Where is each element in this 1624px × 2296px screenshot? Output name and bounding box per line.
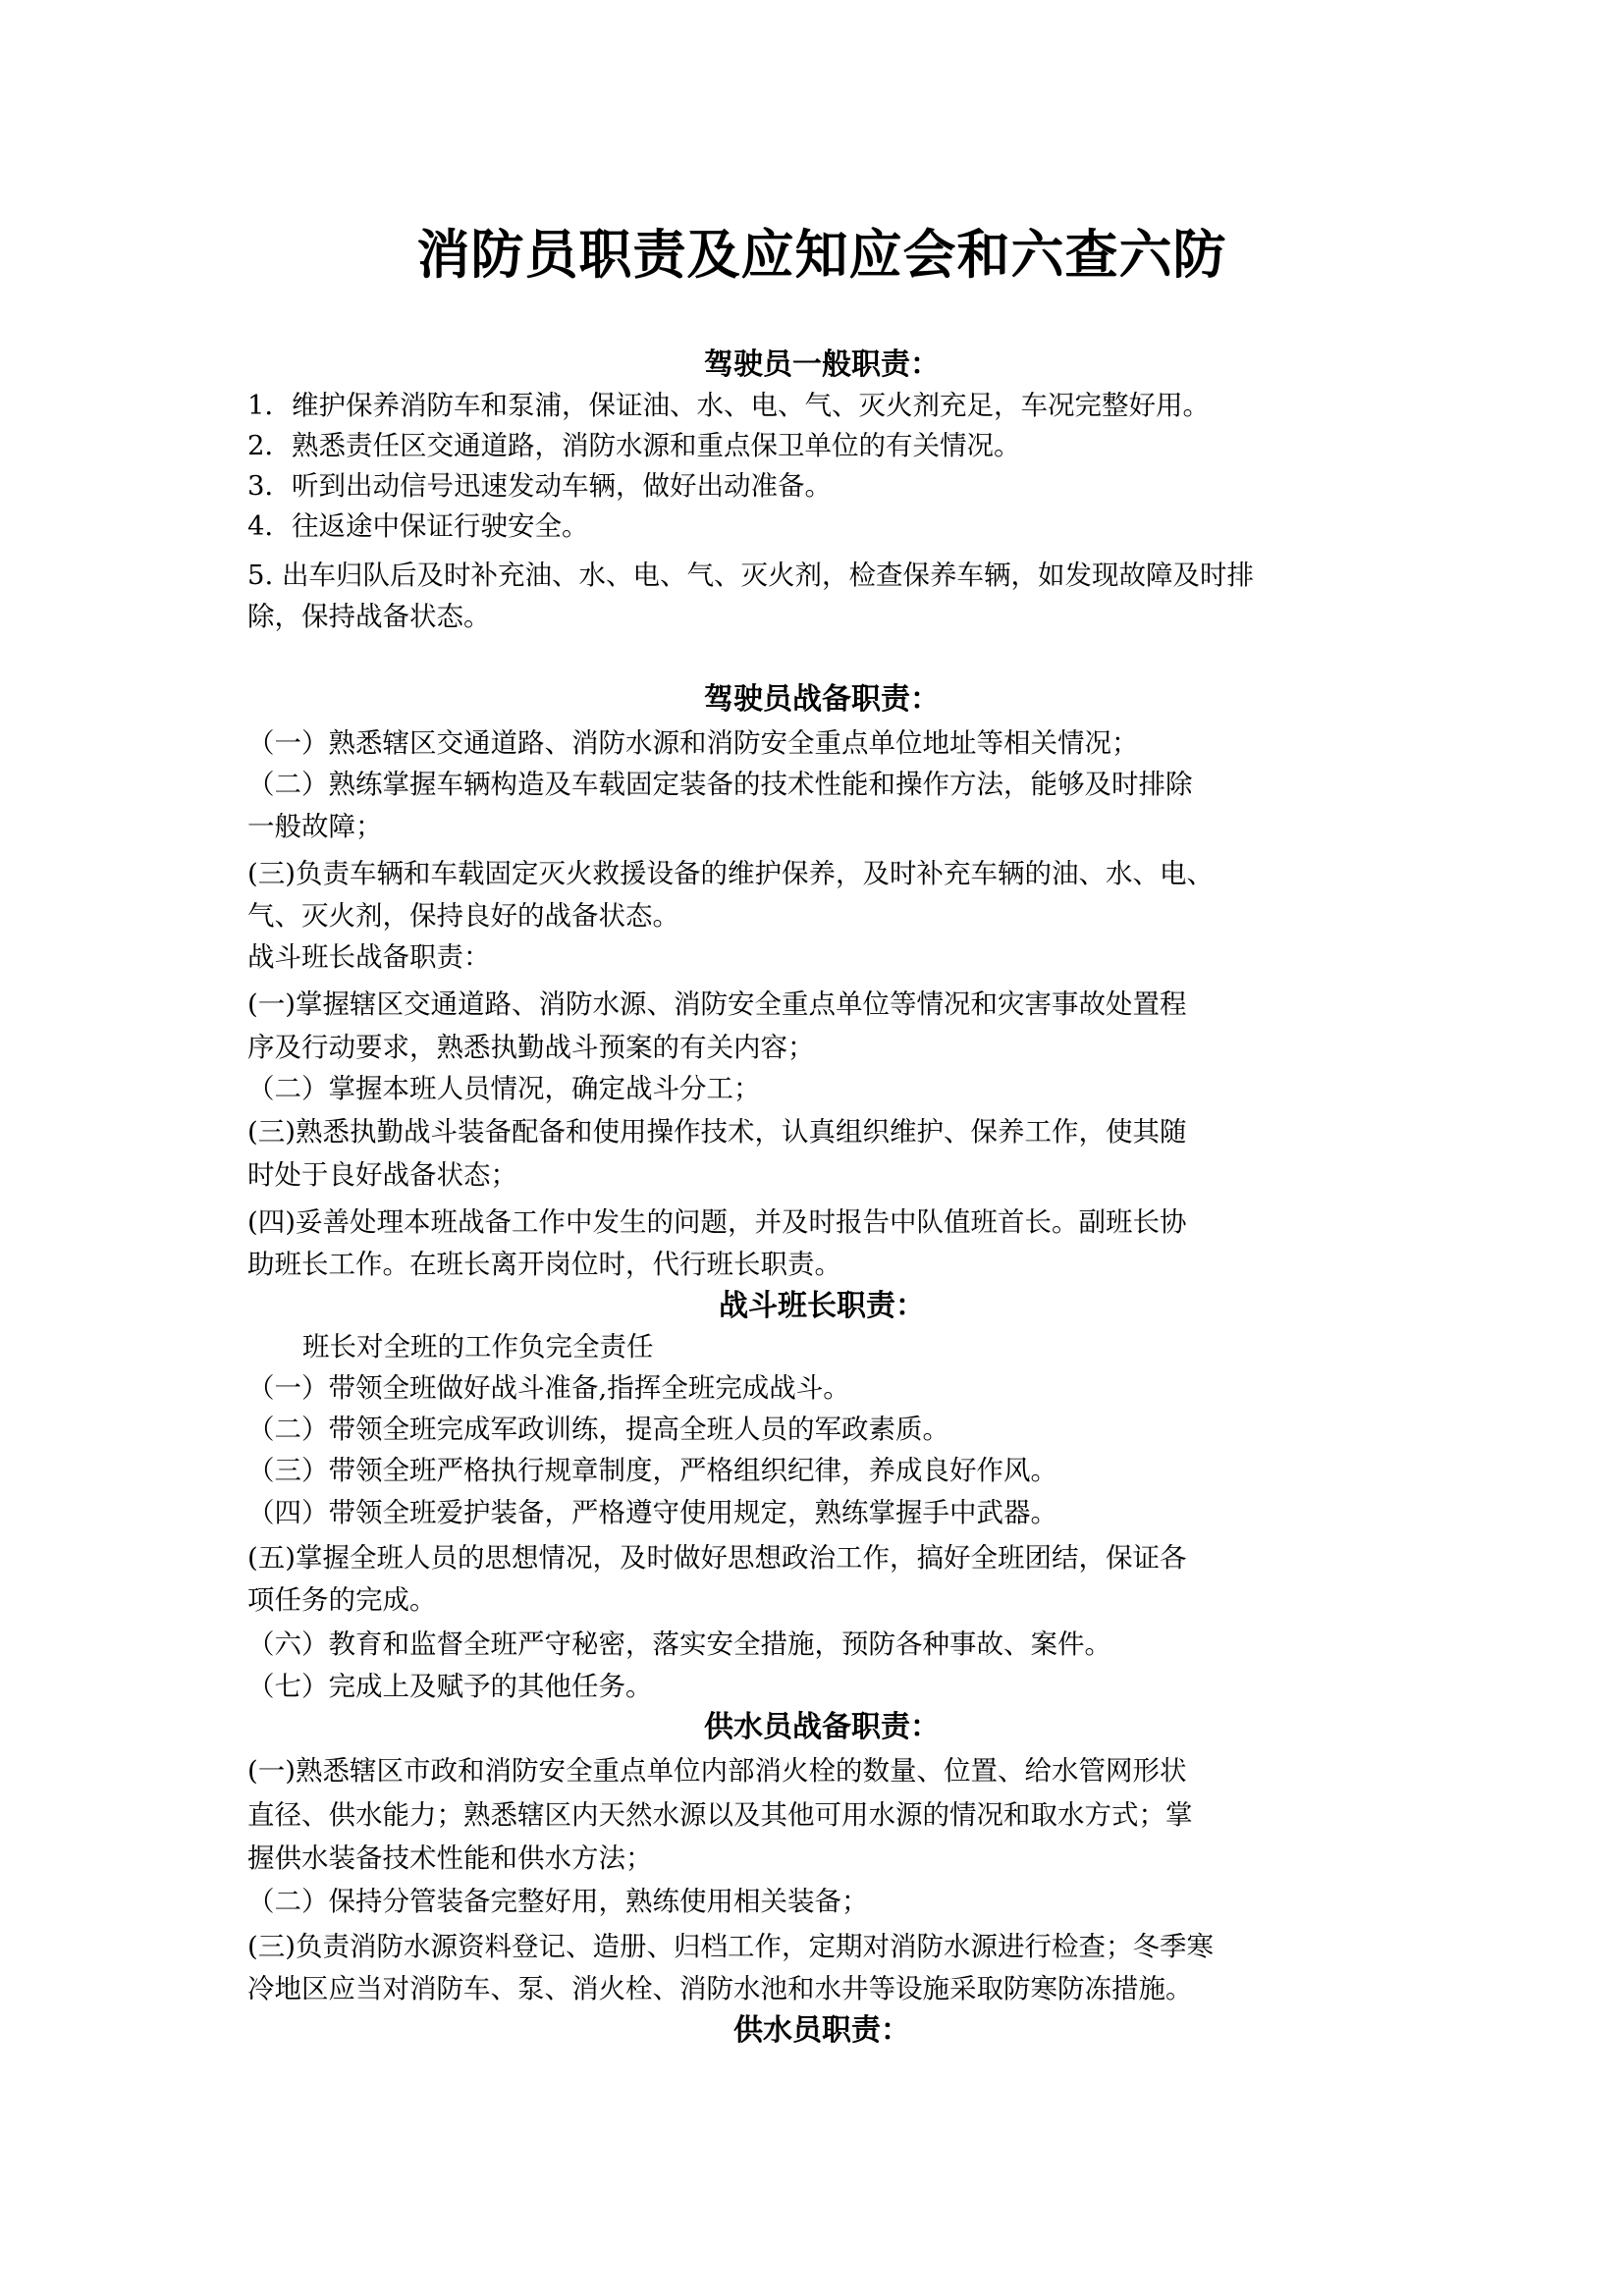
- paragraph-line: 除，保持战备状态。: [247, 601, 491, 632]
- section-heading-squad-leader: 战斗班长职责：: [719, 1289, 925, 1323]
- paragraph-line: (三)负责车辆和车载固定灭火救援设备的维护保养，及时补充车辆的油、水、电、: [247, 858, 1214, 889]
- paragraph-line: 1．维护保养消防车和泵浦，保证油、水、电、气、灭火剂充足，车况完整好用。: [247, 390, 1210, 421]
- paragraph-line: （二）带领全班完成军政训练，提高全班人员的军政素质。: [247, 1414, 949, 1445]
- paragraph-line: (一)熟悉辖区市政和消防安全重点单位内部消火栓的数量、位置、给水管网形状: [247, 1755, 1187, 1787]
- paragraph-line: (一)掌握辖区交通道路、消防水源、消防安全重点单位等情况和灾害事故处置程: [247, 988, 1187, 1020]
- document-title: 消防员职责及应知应会和六查六防: [416, 224, 1227, 286]
- paragraph-line: 5. 出车归队后及时补充油、水、电、气、灭火剂，检查保养车辆，如发现故障及时排: [247, 560, 1254, 591]
- paragraph-line: (四)妥善处理本班战备工作中发生的问题，并及时报告中队值班首长。副班长协: [247, 1206, 1187, 1238]
- paragraph-line: (三)熟悉执勤战斗装备配备和使用操作技术，认真组织维护、保养工作，使其随: [247, 1116, 1187, 1148]
- paragraph-line: 3．听到出动信号迅速发动车辆，做好出动准备。: [247, 470, 832, 502]
- paragraph-line: 战斗班长战备职责：: [247, 941, 491, 973]
- paragraph-line: （六）教育和监督全班严守秘密，落实安全措施，预防各种事故、案件。: [247, 1629, 1111, 1660]
- paragraph-line: 4．往返途中保证行驶安全。: [247, 510, 589, 542]
- paragraph-line: （二）熟练掌握车辆构造及车载固定装备的技术性能和操作方法，能够及时排除: [247, 769, 1193, 800]
- paragraph-line: 直径、供水能力；熟悉辖区内天然水源以及其他可用水源的情况和取水方式；掌: [247, 1799, 1193, 1831]
- paragraph-line: 握供水装备技术性能和供水方法；: [247, 1842, 653, 1874]
- paragraph-line: （一）带领全班做好战斗准备,指挥全班完成战斗。: [247, 1372, 850, 1404]
- section-heading-driver-readiness: 驾驶员战备职责：: [704, 682, 940, 717]
- paragraph-line: 2．熟悉责任区交通道路，消防水源和重点保卫单位的有关情况。: [247, 430, 1021, 461]
- paragraph-line: (五)掌握全班人员的思想情况，及时做好思想政治工作，搞好全班团结，保证各: [247, 1542, 1187, 1574]
- paragraph-line: 冷地区应当对消防车、泵、消火栓、消防水池和水井等设施采取防寒防冻措施。: [247, 1973, 1193, 2004]
- section-heading-water-supply: 供水员职责：: [733, 2013, 910, 2048]
- paragraph-line: 项任务的完成。: [247, 1584, 437, 1616]
- paragraph-line: （一）熟悉辖区交通道路、消防水源和消防安全重点单位地址等相关情况；: [247, 727, 1139, 759]
- paragraph-line: （七）完成上及赋予的其他任务。: [247, 1671, 653, 1702]
- paragraph-line: （二）掌握本班人员情况，确定战斗分工；: [247, 1073, 761, 1104]
- section-heading-water-supply-readiness: 供水员战备职责：: [704, 1710, 940, 1744]
- paragraph-line: 助班长工作。在班长离开岗位时，代行班长职责。: [247, 1249, 841, 1280]
- paragraph-line: 气、灭火剂，保持良好的战备状态。: [247, 900, 679, 932]
- paragraph-line: (三)负责消防水源资料登记、造册、归档工作，定期对消防水源进行检查；冬季寒: [247, 1931, 1214, 1962]
- paragraph-line: （四）带领全班爱护装备，严格遵守使用规定，熟练掌握手中武器。: [247, 1497, 1057, 1528]
- paragraph-line: （二）保持分管装备完整好用，熟练使用相关装备；: [247, 1886, 869, 1917]
- paragraph-line: （三）带领全班严格执行规章制度，严格组织纪律，养成良好作风。: [247, 1455, 1057, 1486]
- paragraph-line: 序及行动要求，熟悉执勤战斗预案的有关内容；: [247, 1032, 815, 1063]
- section-heading-driver-general: 驾驶员一般职责：: [704, 347, 940, 382]
- paragraph-line-intro: 班长对全班的工作负完全责任: [302, 1331, 654, 1362]
- paragraph-line: 一般故障；: [247, 811, 383, 842]
- paragraph-line: 时处于良好战备状态；: [247, 1159, 517, 1191]
